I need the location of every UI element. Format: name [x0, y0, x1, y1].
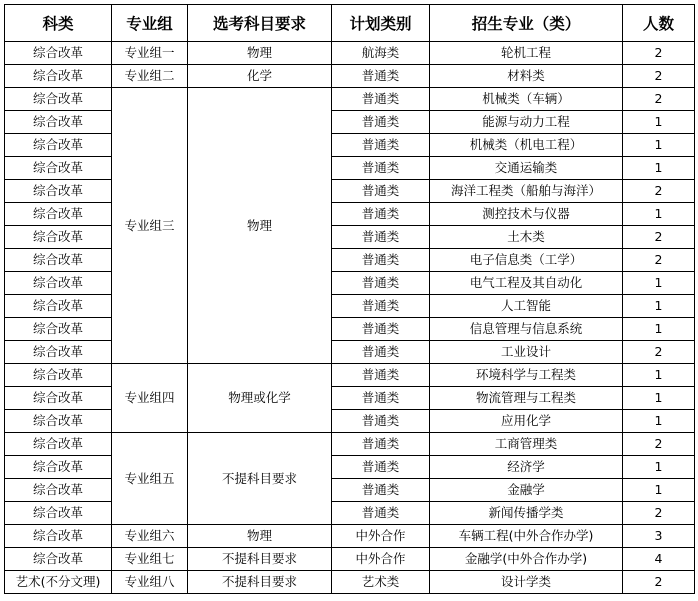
- cell-kelei: 艺术(不分文理): [5, 571, 112, 594]
- cell-major: 土木类: [430, 226, 623, 249]
- table-row: [5, 525, 695, 548]
- cell-major: 机械类（车辆）: [430, 88, 623, 111]
- cell-major: 应用化学: [430, 410, 623, 433]
- cell-kelei: 综合改革: [5, 111, 112, 134]
- cell-plan-type: 普通类: [332, 502, 430, 525]
- cell-kelei: 综合改革: [5, 364, 112, 387]
- table-row: [5, 134, 695, 157]
- cell-group-label: 专业组六: [112, 525, 188, 548]
- cell-plan-type: 普通类: [332, 272, 430, 295]
- cell-major: 测控技术与仪器: [430, 203, 623, 226]
- table-row: [5, 548, 695, 571]
- cell-major: 人工智能: [430, 295, 623, 318]
- table-row: [5, 410, 695, 433]
- cell-count: 3: [623, 525, 695, 548]
- cell-kelei: 综合改革: [5, 203, 112, 226]
- cell-kelei: 综合改革: [5, 180, 112, 203]
- table-row: [5, 272, 695, 295]
- cell-count: 1: [623, 111, 695, 134]
- table-row: [5, 456, 695, 479]
- cell-plan-type: 普通类: [332, 180, 430, 203]
- cell-major: 物流管理与工程类: [430, 387, 623, 410]
- cell-group-label: 专业组八: [112, 571, 188, 594]
- table-row: [5, 157, 695, 180]
- cell-major: 交通运输类: [430, 157, 623, 180]
- cell-plan-type: 普通类: [332, 203, 430, 226]
- admission-plan-table: [4, 4, 695, 594]
- cell-count: 2: [623, 502, 695, 525]
- cell-count: 1: [623, 479, 695, 502]
- cell-plan-type: 普通类: [332, 410, 430, 433]
- cell-major: 环境科学与工程类: [430, 364, 623, 387]
- cell-major: 海洋工程类（船舶与海洋）: [430, 180, 623, 203]
- cell-group-label: 专业组一: [112, 42, 188, 65]
- cell-group-label: 专业组七: [112, 548, 188, 571]
- cell-count: 1: [623, 410, 695, 433]
- cell-kelei: 综合改革: [5, 42, 112, 65]
- table-row: [5, 341, 695, 364]
- cell-count: 1: [623, 134, 695, 157]
- header-kelei: 科类: [5, 5, 112, 42]
- cell-kelei: 综合改革: [5, 410, 112, 433]
- header-group: 专业组: [112, 5, 188, 42]
- cell-plan-type: 普通类: [332, 249, 430, 272]
- table-row: [5, 111, 695, 134]
- table-row: [5, 203, 695, 226]
- cell-major: 电子信息类（工学）: [430, 249, 623, 272]
- table-row: [5, 571, 695, 594]
- cell-plan-type: 普通类: [332, 65, 430, 88]
- header-major: 招生专业（类）: [430, 5, 623, 42]
- cell-count: 1: [623, 203, 695, 226]
- cell-kelei: 综合改革: [5, 272, 112, 295]
- cell-plan-type: 普通类: [332, 433, 430, 456]
- cell-count: 1: [623, 157, 695, 180]
- cell-major: 车辆工程(中外合作办学): [430, 525, 623, 548]
- cell-major: 金融学: [430, 479, 623, 502]
- cell-kelei: 综合改革: [5, 318, 112, 341]
- cell-count: 1: [623, 456, 695, 479]
- table-row: [5, 502, 695, 525]
- cell-plan-type: 普通类: [332, 318, 430, 341]
- cell-major: 金融学(中外合作办学): [430, 548, 623, 571]
- cell-major: 材料类: [430, 65, 623, 88]
- table-row: [5, 479, 695, 502]
- cell-group-label: 专业组二: [112, 65, 188, 88]
- cell-count: 2: [623, 249, 695, 272]
- cell-major: 信息管理与信息系统: [430, 318, 623, 341]
- cell-kelei: 综合改革: [5, 88, 112, 111]
- table-row: [5, 433, 695, 456]
- table-row: [5, 65, 695, 88]
- cell-group-label: 专业组三: [112, 88, 188, 364]
- table-row: [5, 88, 695, 111]
- cell-kelei: 综合改革: [5, 134, 112, 157]
- header-subject-requirement: 选考科目要求: [188, 5, 332, 42]
- cell-plan-type: 普通类: [332, 226, 430, 249]
- cell-subject-requirement: 化学: [188, 65, 332, 88]
- cell-count: 2: [623, 180, 695, 203]
- cell-count: 1: [623, 364, 695, 387]
- table-row: [5, 318, 695, 341]
- cell-kelei: 综合改革: [5, 479, 112, 502]
- cell-kelei: 综合改革: [5, 249, 112, 272]
- admission-plan-table-wrapper: [4, 4, 695, 594]
- cell-count: 4: [623, 548, 695, 571]
- cell-major: 工业设计: [430, 341, 623, 364]
- cell-count: 2: [623, 341, 695, 364]
- cell-kelei: 综合改革: [5, 502, 112, 525]
- cell-group-label: 专业组五: [112, 433, 188, 525]
- cell-plan-type: 普通类: [332, 479, 430, 502]
- cell-major: 新闻传播学类: [430, 502, 623, 525]
- cell-subject-requirement: 物理或化学: [188, 364, 332, 433]
- cell-subject-requirement: 不提科目要求: [188, 433, 332, 525]
- table-row: [5, 180, 695, 203]
- cell-major: 电气工程及其自动化: [430, 272, 623, 295]
- cell-count: 2: [623, 571, 695, 594]
- cell-count: 2: [623, 65, 695, 88]
- cell-subject-requirement: 不提科目要求: [188, 571, 332, 594]
- cell-plan-type: 中外合作: [332, 525, 430, 548]
- cell-subject-requirement: 物理: [188, 88, 332, 364]
- cell-plan-type: 普通类: [332, 341, 430, 364]
- header-count: 人数: [623, 5, 695, 42]
- cell-count: 2: [623, 433, 695, 456]
- cell-kelei: 综合改革: [5, 157, 112, 180]
- cell-subject-requirement: 物理: [188, 525, 332, 548]
- cell-plan-type: 普通类: [332, 157, 430, 180]
- cell-plan-type: 普通类: [332, 111, 430, 134]
- cell-subject-requirement: 不提科目要求: [188, 548, 332, 571]
- cell-plan-type: 普通类: [332, 295, 430, 318]
- cell-count: 1: [623, 295, 695, 318]
- cell-subject-requirement: 物理: [188, 42, 332, 65]
- cell-kelei: 综合改革: [5, 433, 112, 456]
- table-row: [5, 226, 695, 249]
- cell-plan-type: 普通类: [332, 364, 430, 387]
- cell-count: 1: [623, 272, 695, 295]
- cell-plan-type: 普通类: [332, 387, 430, 410]
- table-body: [5, 42, 695, 594]
- cell-major: 经济学: [430, 456, 623, 479]
- cell-major: 工商管理类: [430, 433, 623, 456]
- table-row: [5, 249, 695, 272]
- cell-count: 2: [623, 226, 695, 249]
- cell-plan-type: 普通类: [332, 88, 430, 111]
- table-row: [5, 42, 695, 65]
- cell-major: 设计学类: [430, 571, 623, 594]
- cell-kelei: 综合改革: [5, 548, 112, 571]
- table-row: [5, 295, 695, 318]
- cell-kelei: 综合改革: [5, 226, 112, 249]
- header-plan-type: 计划类别: [332, 5, 430, 42]
- cell-major: 轮机工程: [430, 42, 623, 65]
- cell-count: 2: [623, 88, 695, 111]
- cell-group-label: 专业组四: [112, 364, 188, 433]
- cell-kelei: 综合改革: [5, 295, 112, 318]
- cell-plan-type: 艺术类: [332, 571, 430, 594]
- cell-plan-type: 航海类: [332, 42, 430, 65]
- cell-kelei: 综合改革: [5, 525, 112, 548]
- cell-major: 能源与动力工程: [430, 111, 623, 134]
- cell-count: 2: [623, 42, 695, 65]
- cell-plan-type: 普通类: [332, 456, 430, 479]
- cell-major: 机械类（机电工程）: [430, 134, 623, 157]
- cell-count: 1: [623, 387, 695, 410]
- cell-kelei: 综合改革: [5, 341, 112, 364]
- table-header-row: [5, 5, 695, 42]
- cell-plan-type: 中外合作: [332, 548, 430, 571]
- cell-count: 1: [623, 318, 695, 341]
- cell-plan-type: 普通类: [332, 134, 430, 157]
- cell-kelei: 综合改革: [5, 387, 112, 410]
- cell-kelei: 综合改革: [5, 65, 112, 88]
- table-row: [5, 364, 695, 387]
- table-row: [5, 387, 695, 410]
- cell-kelei: 综合改革: [5, 456, 112, 479]
